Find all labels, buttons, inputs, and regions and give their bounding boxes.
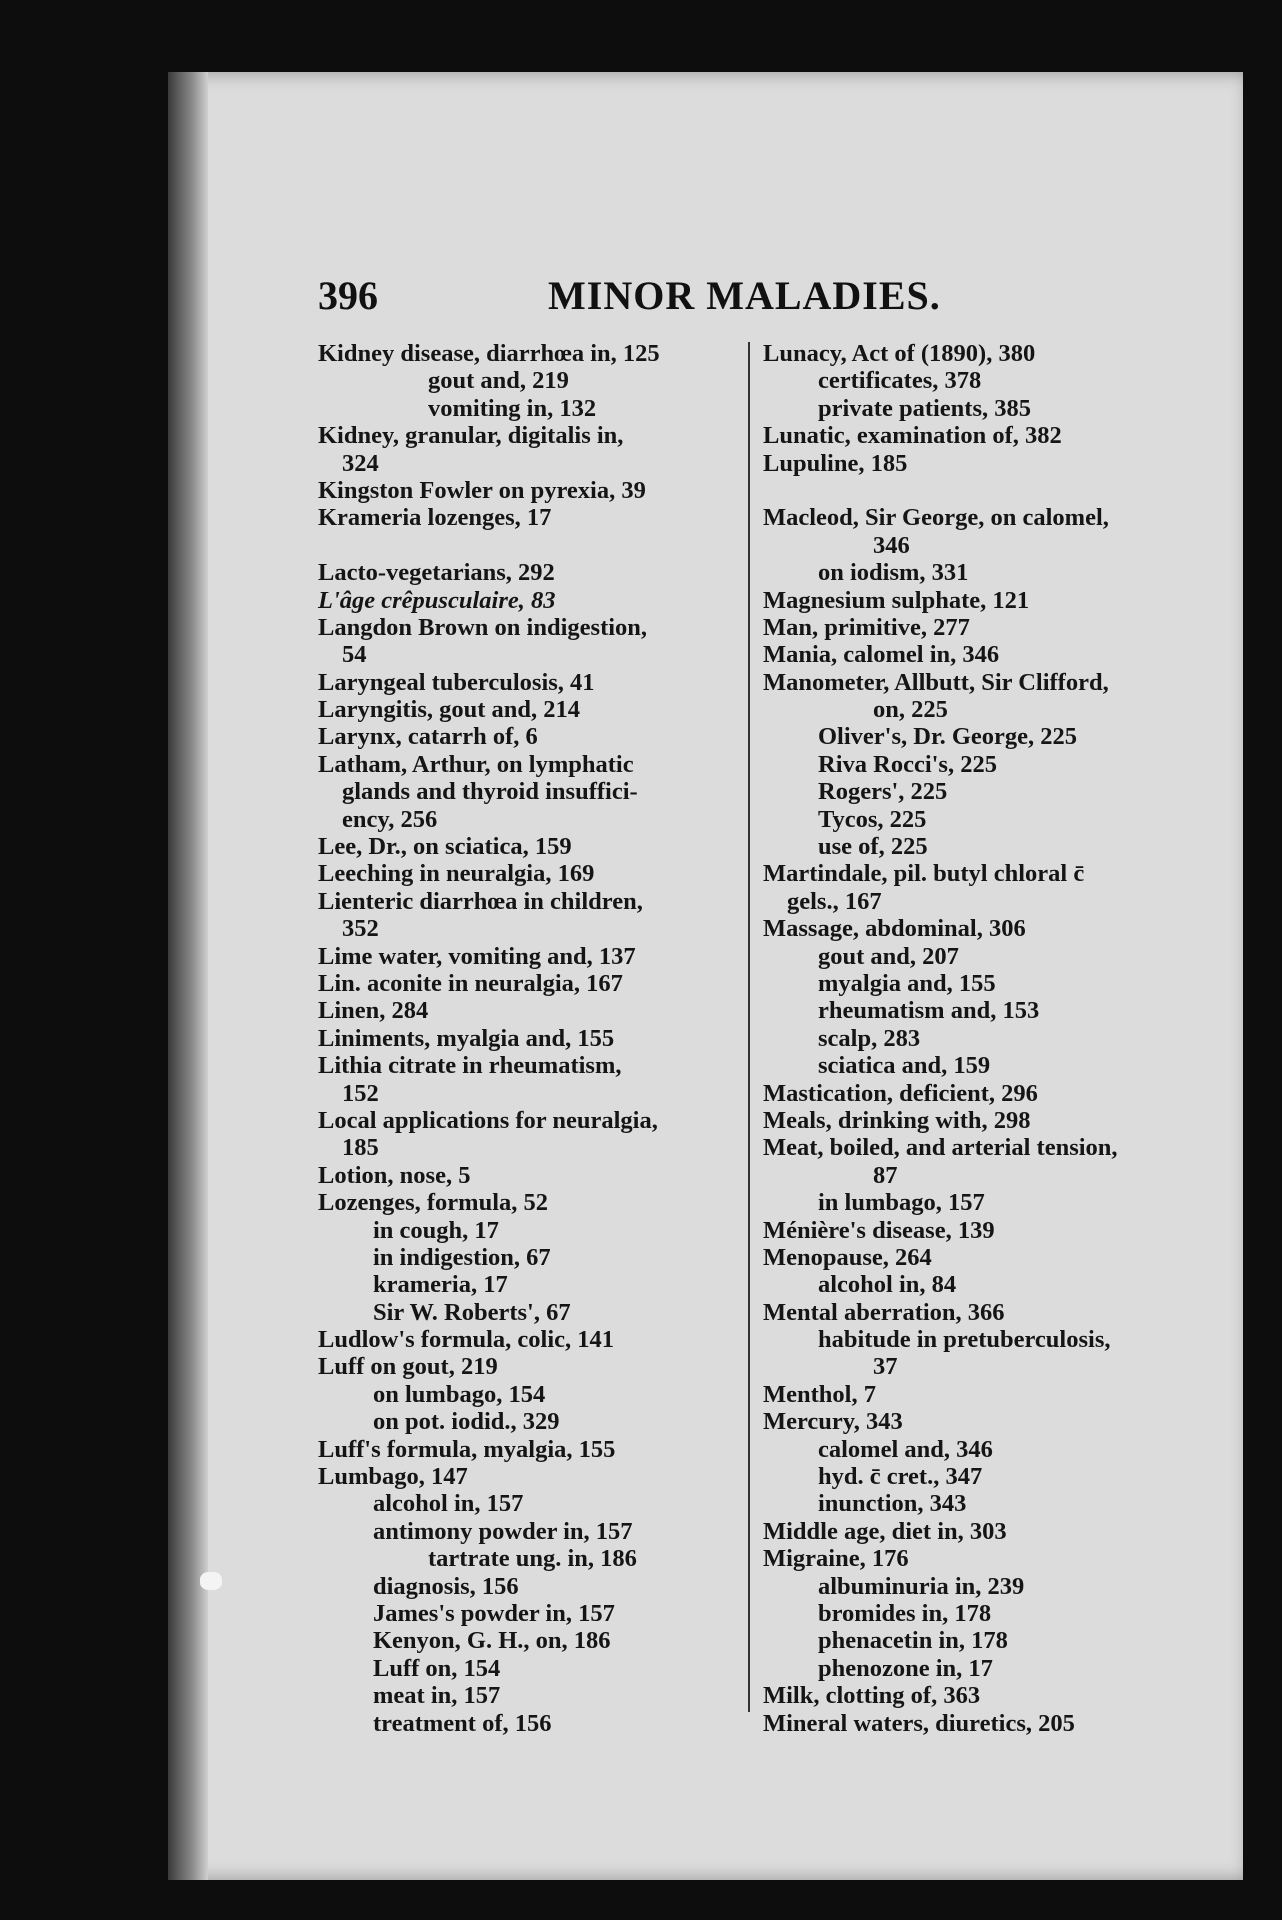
index-entry: in indigestion, 67 xyxy=(373,1243,551,1271)
index-entry: sciatica and, 159 xyxy=(818,1052,991,1080)
index-entry: on pot. iodid., 329 xyxy=(373,1408,560,1436)
index-entry: phenacetin in, 178 xyxy=(818,1627,1008,1655)
index-entry: Meat, boiled, and arterial tension, xyxy=(763,1134,1118,1162)
index-entry: Menthol, 7 xyxy=(763,1380,876,1408)
index-entry: Larynx, catarrh of, 6 xyxy=(318,723,538,751)
index-entry: Kidney disease, diarrhœa in, 125 xyxy=(318,340,660,367)
index-entry: meat in, 157 xyxy=(373,1682,501,1710)
index-entry: Manometer, Allbutt, Sir Clifford, xyxy=(763,668,1109,696)
index-entry: Langdon Brown on indigestion, xyxy=(318,613,648,641)
index-entry: albuminuria in, 239 xyxy=(818,1572,1025,1600)
index-entry: Luff on, 154 xyxy=(373,1654,501,1682)
index-entry: Meals, drinking with, 298 xyxy=(763,1106,1031,1134)
index-entry: tartrate ung. in, 186 xyxy=(428,1545,637,1573)
index-entry: Lunatic, examination of, 382 xyxy=(763,422,1062,450)
page-header xyxy=(318,272,1088,320)
index-entry: Laryngitis, gout and, 214 xyxy=(318,696,581,724)
index-entry: calomel and, 346 xyxy=(818,1435,993,1463)
index-entry: Macleod, Sir George, on calomel, xyxy=(763,504,1109,532)
index-entry: Liniments, myalgia and, 155 xyxy=(318,1024,615,1052)
margin-blemish xyxy=(200,1572,222,1590)
index-entry: Lime water, vomiting and, 137 xyxy=(318,942,636,970)
index-entry: Luff on gout, 219 xyxy=(318,1353,498,1381)
index-entry: Mineral waters, diuretics, 205 xyxy=(763,1709,1075,1737)
index-entry: private patients, 385 xyxy=(818,394,1031,422)
index-entry: Mercury, 343 xyxy=(763,1408,903,1436)
index-entry: inunction, 343 xyxy=(818,1490,967,1518)
index-entry: bromides in, 178 xyxy=(818,1599,992,1627)
page-binding-shadow xyxy=(168,72,208,1880)
index-entry: Lotion, nose, 5 xyxy=(318,1161,471,1189)
index-entry: Lunacy, Act of (1890), 380 xyxy=(763,340,1036,367)
index-entry: gout and, 219 xyxy=(428,367,569,395)
index-entry: rheumatism and, 153 xyxy=(818,997,1040,1025)
index-entry: Middle age, diet in, 303 xyxy=(763,1517,1007,1545)
index-entry: alcohol in, 84 xyxy=(818,1271,957,1299)
index-entry: 346 xyxy=(873,531,910,559)
index-entry: L'âge crêpusculaire, 83 xyxy=(318,586,556,614)
index-entry: Local applications for neuralgia, xyxy=(318,1106,658,1134)
index-entry: Massage, abdominal, 306 xyxy=(763,915,1026,943)
index-entry: Laryngeal tuberculosis, 41 xyxy=(318,668,595,696)
index-entry: Latham, Arthur, on lymphatic xyxy=(318,750,634,778)
index-entry: antimony powder in, 157 xyxy=(373,1517,633,1545)
index-entry: on lumbago, 154 xyxy=(373,1380,546,1408)
index-entry: Milk, clotting of, 363 xyxy=(763,1682,981,1710)
index-entry: Tycos, 225 xyxy=(818,805,927,833)
index-entry: gout and, 207 xyxy=(818,942,959,970)
index-entry: Mastication, deficient, 296 xyxy=(763,1079,1038,1107)
index-entry: 87 xyxy=(873,1161,898,1189)
index-entry: Menopause, 264 xyxy=(763,1243,932,1271)
index-entry: Lupuline, 185 xyxy=(763,449,908,477)
index-entry: on, 225 xyxy=(873,696,948,724)
index-entry: vomiting in, 132 xyxy=(428,394,597,422)
index-entry: Mental aberration, 366 xyxy=(763,1298,1005,1326)
index-entry: krameria, 17 xyxy=(373,1271,508,1299)
index-entry: 324 xyxy=(342,449,379,477)
index-entry: 37 xyxy=(873,1353,898,1381)
index-entry: Linen, 284 xyxy=(318,997,429,1025)
index-entry: Kidney, granular, digitalis in, xyxy=(318,422,624,450)
index-entry: Lacto-vegetarians, 292 xyxy=(318,559,555,587)
index-entry: Riva Rocci's, 225 xyxy=(818,750,997,778)
index-entry: 152 xyxy=(342,1079,379,1107)
index-entry: 185 xyxy=(342,1134,379,1162)
index-entry: 54 xyxy=(342,641,367,669)
index-entry: Oliver's, Dr. George, 225 xyxy=(818,723,1078,751)
index-entry: Martindale, pil. butyl chloral c̄ xyxy=(763,860,1085,888)
index-entry: Sir W. Roberts', 67 xyxy=(373,1298,571,1326)
index-entry: alcohol in, 157 xyxy=(373,1490,524,1518)
index-entry: Ménière's disease, 139 xyxy=(763,1216,995,1244)
index-entry: Kingston Fowler on pyrexia, 39 xyxy=(318,476,646,504)
index-entry: glands and thyroid insuffici- xyxy=(342,778,638,806)
index-entry: treatment of, 156 xyxy=(373,1709,552,1737)
index-entry: use of, 225 xyxy=(818,833,928,861)
index-entry: Kenyon, G. H., on, 186 xyxy=(373,1627,611,1655)
index-entry: habitude in pretuberculosis, xyxy=(818,1326,1111,1354)
index-entry: Lee, Dr., on sciatica, 159 xyxy=(318,833,572,861)
index-column-right xyxy=(763,340,1282,1737)
index-entry: Leeching in neuralgia, 169 xyxy=(318,860,595,888)
index-entry: on iodism, 331 xyxy=(818,559,969,587)
index-entry: scalp, 283 xyxy=(818,1024,921,1052)
index-entry: in lumbago, 157 xyxy=(818,1189,985,1217)
index-section-gap xyxy=(763,477,1282,504)
index-entry: Magnesium sulphate, 121 xyxy=(763,586,1030,614)
index-entry: gels., 167 xyxy=(787,887,882,915)
index-entry: Lin. aconite in neuralgia, 167 xyxy=(318,969,623,997)
column-divider xyxy=(748,342,750,1712)
index-entry: phenozone in, 17 xyxy=(818,1654,993,1682)
index-entry: Luff's formula, myalgia, 155 xyxy=(318,1435,616,1463)
index-entry: Lozenges, formula, 52 xyxy=(318,1189,548,1217)
running-title: MINOR MALADIES. xyxy=(548,273,941,318)
index-entry: 352 xyxy=(342,915,379,943)
index-entry: Krameria lozenges, 17 xyxy=(318,504,552,532)
book-page xyxy=(168,72,1243,1880)
index-entry: Rogers', 225 xyxy=(818,778,948,806)
index-entry: in cough, 17 xyxy=(373,1216,499,1244)
index-entry: Mania, calomel in, 346 xyxy=(763,641,1000,669)
index-entry: hyd. c̄ cret., 347 xyxy=(818,1463,983,1491)
index-entry: James's powder in, 157 xyxy=(373,1599,615,1627)
index-entry: myalgia and, 155 xyxy=(818,969,996,997)
index-entry: Man, primitive, 277 xyxy=(763,613,970,641)
index-entry: Migraine, 176 xyxy=(763,1545,909,1573)
page-number: 396 xyxy=(318,273,378,318)
index-entry: Lithia citrate in rheumatism, xyxy=(318,1052,622,1080)
index-entry: Lumbago, 147 xyxy=(318,1463,468,1491)
index-entry: Lienteric diarrhœa in children, xyxy=(318,887,643,915)
index-entry: diagnosis, 156 xyxy=(373,1572,519,1600)
index-entry: ency, 256 xyxy=(342,805,438,833)
index-entry: certificates, 378 xyxy=(818,367,982,395)
index-entry: Ludlow's formula, colic, 141 xyxy=(318,1326,615,1354)
